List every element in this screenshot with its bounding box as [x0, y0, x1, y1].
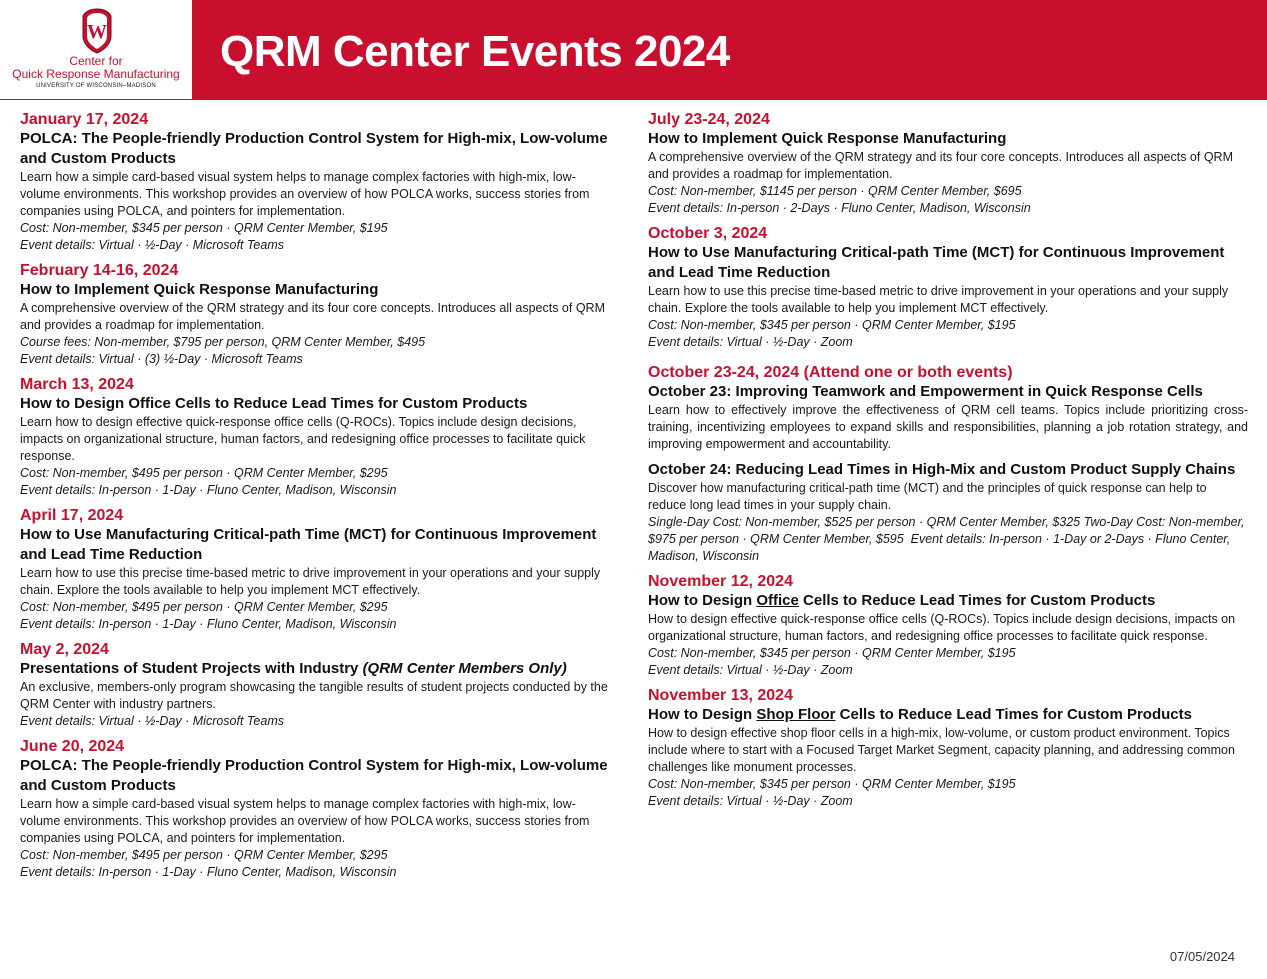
- event-oct-23-24: [648, 363, 1248, 565]
- event-date: July 23-24, 2024: [648, 111, 770, 128]
- event-title: How to Use Manufacturing Critical-path Time (MCT) for Continuous Improvement and Lead Time Reduction: [648, 244, 1225, 281]
- event-details: Event details: In-person · 1-Day or 2-Days · Fluno Center, Madison, Wisconsin: [648, 532, 1231, 563]
- logo-line-1: Center for: [69, 54, 123, 68]
- header-banner: [0, 0, 1267, 100]
- event-details: Event details: In-person · 1-Day · Fluno Center, Madison, Wisconsin: [20, 617, 397, 631]
- event-feb-14-16: [20, 261, 610, 368]
- event-subtitle-oct-23: October 23: Improving Teamwork and Empowerment in Quick Response Cells: [648, 383, 1203, 400]
- event-title: [20, 659, 610, 679]
- event-details: Event details: Virtual · ½-Day · Microsoft Teams: [20, 238, 284, 252]
- event-cost: Cost: Non-member, $1145 per person · QRM Center Member, $695: [648, 184, 1022, 198]
- event-nov-12: [648, 572, 1248, 679]
- event-cost: Single-Day Cost: Non-member, $525 per person · QRM Center Member, $325 Two-Day Cost: Non-member, $975 per person · QRM Center Member, $595: [648, 515, 1245, 546]
- right-column: [648, 110, 1248, 817]
- event-subtitle-oct-24: October 24: Reducing Lead Times in High-Mix and Custom Product Supply Chains: [648, 461, 1236, 478]
- page-title: QRM Center Events 2024: [220, 27, 730, 76]
- event-description-oct-23: Learn how to effectively improve the effectiveness of QRM cell teams. Topics include prioritizing cross-training, incentivizing employees to expand skills and responsibilities, planning a job rotation strategy, and improving empowerment and accountability.: [648, 403, 1248, 451]
- event-description: A comprehensive overview of the QRM strategy and its four core concepts. Introduces all aspects of QRM and provides a roadmap for implementation.: [20, 301, 605, 332]
- event-details: Event details: Virtual · ½-Day · Zoom: [648, 335, 853, 349]
- event-cost: Cost: Non-member, $495 per person · QRM Center Member, $295: [20, 848, 388, 862]
- event-details: Event details: Virtual · ½-Day · Zoom: [648, 663, 853, 677]
- event-description: Learn how a simple card-based visual system helps to manage complex factories with high-mix, low-volume environments. This workshop provides an overview of how POLCA works, success stories from companies using POLCA, and pointers for implementation.: [20, 170, 590, 218]
- event-cost: Course fees: Non-member, $795 per person, QRM Center Member, $495: [20, 335, 426, 349]
- crest-letter: W: [87, 21, 107, 43]
- event-title-main: Presentations of Student Projects with Industry: [20, 660, 359, 677]
- event-description-oct-24: Discover how manufacturing critical-path time (MCT) and the principles of quick response can help to reduce long lead times in your supply chain.: [648, 481, 1207, 512]
- event-date: February 14-16, 2024: [20, 262, 179, 279]
- event-title: POLCA: The People-friendly Production Control System for High-mix, Low-volume and Custom Products: [20, 757, 608, 794]
- event-date: January 17, 2024: [20, 111, 149, 128]
- event-jul-23-24: [648, 110, 1248, 217]
- event-title: How to Design Office Cells to Reduce Lead Times for Custom Products: [20, 395, 528, 412]
- event-title: [648, 591, 1248, 611]
- event-title: POLCA: The People-friendly Production Control System for High-mix, Low-volume and Custom Products: [20, 130, 608, 167]
- logo: [0, 0, 193, 100]
- left-column: [20, 110, 610, 888]
- event-description: A comprehensive overview of the QRM strategy and its four core concepts. Introduces all aspects of QRM and provides a roadmap for implementation.: [648, 150, 1233, 181]
- event-cost: Cost: Non-member, $345 per person · QRM Center Member, $195: [648, 318, 1016, 332]
- event-mar-13: [20, 375, 610, 499]
- event-details: Event details: Virtual · ½-Day · Microsoft Teams: [20, 714, 284, 728]
- event-jan-17: [20, 110, 610, 254]
- title-part: How to Design: [648, 592, 757, 609]
- event-date: May 2, 2024: [20, 641, 109, 658]
- event-cost: Cost: Non-member, $345 per person · QRM Center Member, $195: [20, 221, 388, 235]
- event-cost: Cost: Non-member, $495 per person · QRM Center Member, $295: [20, 600, 388, 614]
- event-cost: Cost: Non-member, $345 per person · QRM Center Member, $195: [648, 646, 1016, 660]
- event-details: Event details: Virtual · ½-Day · Zoom: [648, 794, 853, 808]
- event-apr-17: [20, 506, 610, 633]
- event-description: How to design effective shop floor cells in a high-mix, low-volume, or custom product environment. Topics include where to start with a Focused Target Market Segment, capacity planning, and addressing common challenges like monument processes.: [648, 726, 1235, 774]
- event-date: November 12, 2024: [648, 573, 793, 590]
- event-description: Learn how to use this precise time-based metric to drive improvement in your operations and your supply chain. Explore the tools available to help you implement MCT effectively.: [648, 284, 1229, 315]
- event-date: March 13, 2024: [20, 376, 134, 393]
- title-part: Cells to Reduce Lead Times for Custom Products: [835, 706, 1192, 723]
- title-part: Cells to Reduce Lead Times for Custom Products: [798, 592, 1156, 609]
- event-cost-and-details: [648, 514, 1248, 565]
- event-cost: Cost: Non-member, $345 per person · QRM Center Member, $195: [648, 777, 1016, 791]
- event-jun-20: [20, 737, 610, 881]
- event-description: Learn how a simple card-based visual system helps to manage complex factories with high-mix, low-volume environments. This workshop provides an overview of how POLCA works, success stories from companies using POLCA, and pointers for implementation.: [20, 797, 590, 845]
- title-part: How to Design: [648, 706, 757, 723]
- event-details: Event details: In-person · 1-Day · Fluno Center, Madison, Wisconsin: [20, 865, 397, 879]
- title-underlined: Office: [756, 592, 799, 609]
- event-description: An exclusive, members-only program showcasing the tangible results of student projects conducted by the QRM Center with industry partners.: [20, 680, 608, 711]
- uw-crest-icon: [80, 8, 114, 54]
- event-nov-13: [648, 686, 1248, 810]
- event-date: November 13, 2024: [648, 687, 793, 704]
- event-description: Learn how to use this precise time-based metric to drive improvement in your operations and your supply chain. Explore the tools available to help you implement MCT effectively.: [20, 566, 601, 597]
- members-only-note: (QRM Center Members Only): [362, 660, 567, 677]
- logo-line-3: UNIVERSITY OF WISCONSIN–MADISON: [36, 83, 156, 89]
- footer-date: 07/05/2024: [1169, 949, 1235, 964]
- event-may-2: [20, 640, 610, 730]
- event-title: [648, 705, 1248, 725]
- event-cost: Cost: Non-member, $495 per person · QRM Center Member, $295: [20, 466, 388, 480]
- event-date: October 23-24, 2024 (Attend one or both events): [648, 364, 1013, 381]
- event-date: June 20, 2024: [20, 738, 125, 755]
- event-details: Event details: In-person · 2-Days · Fluno Center, Madison, Wisconsin: [648, 201, 1031, 215]
- event-details: Event details: Virtual · (3) ½-Day · Microsoft Teams: [20, 352, 303, 366]
- event-description: Learn how to design effective quick-response office cells (Q-ROCs). Topics include design decisions, impacts on organizational structure, human factors, and redesigning office processes to facilitate quick response.: [20, 415, 586, 463]
- event-title: How to Implement Quick Response Manufacturing: [648, 130, 1007, 147]
- event-date: April 17, 2024: [20, 507, 124, 524]
- event-oct-3: [648, 224, 1248, 351]
- title-underlined: Shop Floor: [756, 706, 836, 723]
- event-description: How to design effective quick-response office cells (Q-ROCs). Topics include design decisions, impacts on organizational structure, human factors, and redesigning office processes to facilitate quick response.: [648, 612, 1236, 643]
- event-title: How to Implement Quick Response Manufacturing: [20, 281, 379, 298]
- logo-line-2: Quick Response Manufacturing: [12, 67, 180, 81]
- event-details: Event details: In-person · 1-Day · Fluno Center, Madison, Wisconsin: [20, 483, 397, 497]
- event-date: October 3, 2024: [648, 225, 768, 242]
- event-title: How to Use Manufacturing Critical-path Time (MCT) for Continuous Improvement and Lead Time Reduction: [20, 526, 597, 563]
